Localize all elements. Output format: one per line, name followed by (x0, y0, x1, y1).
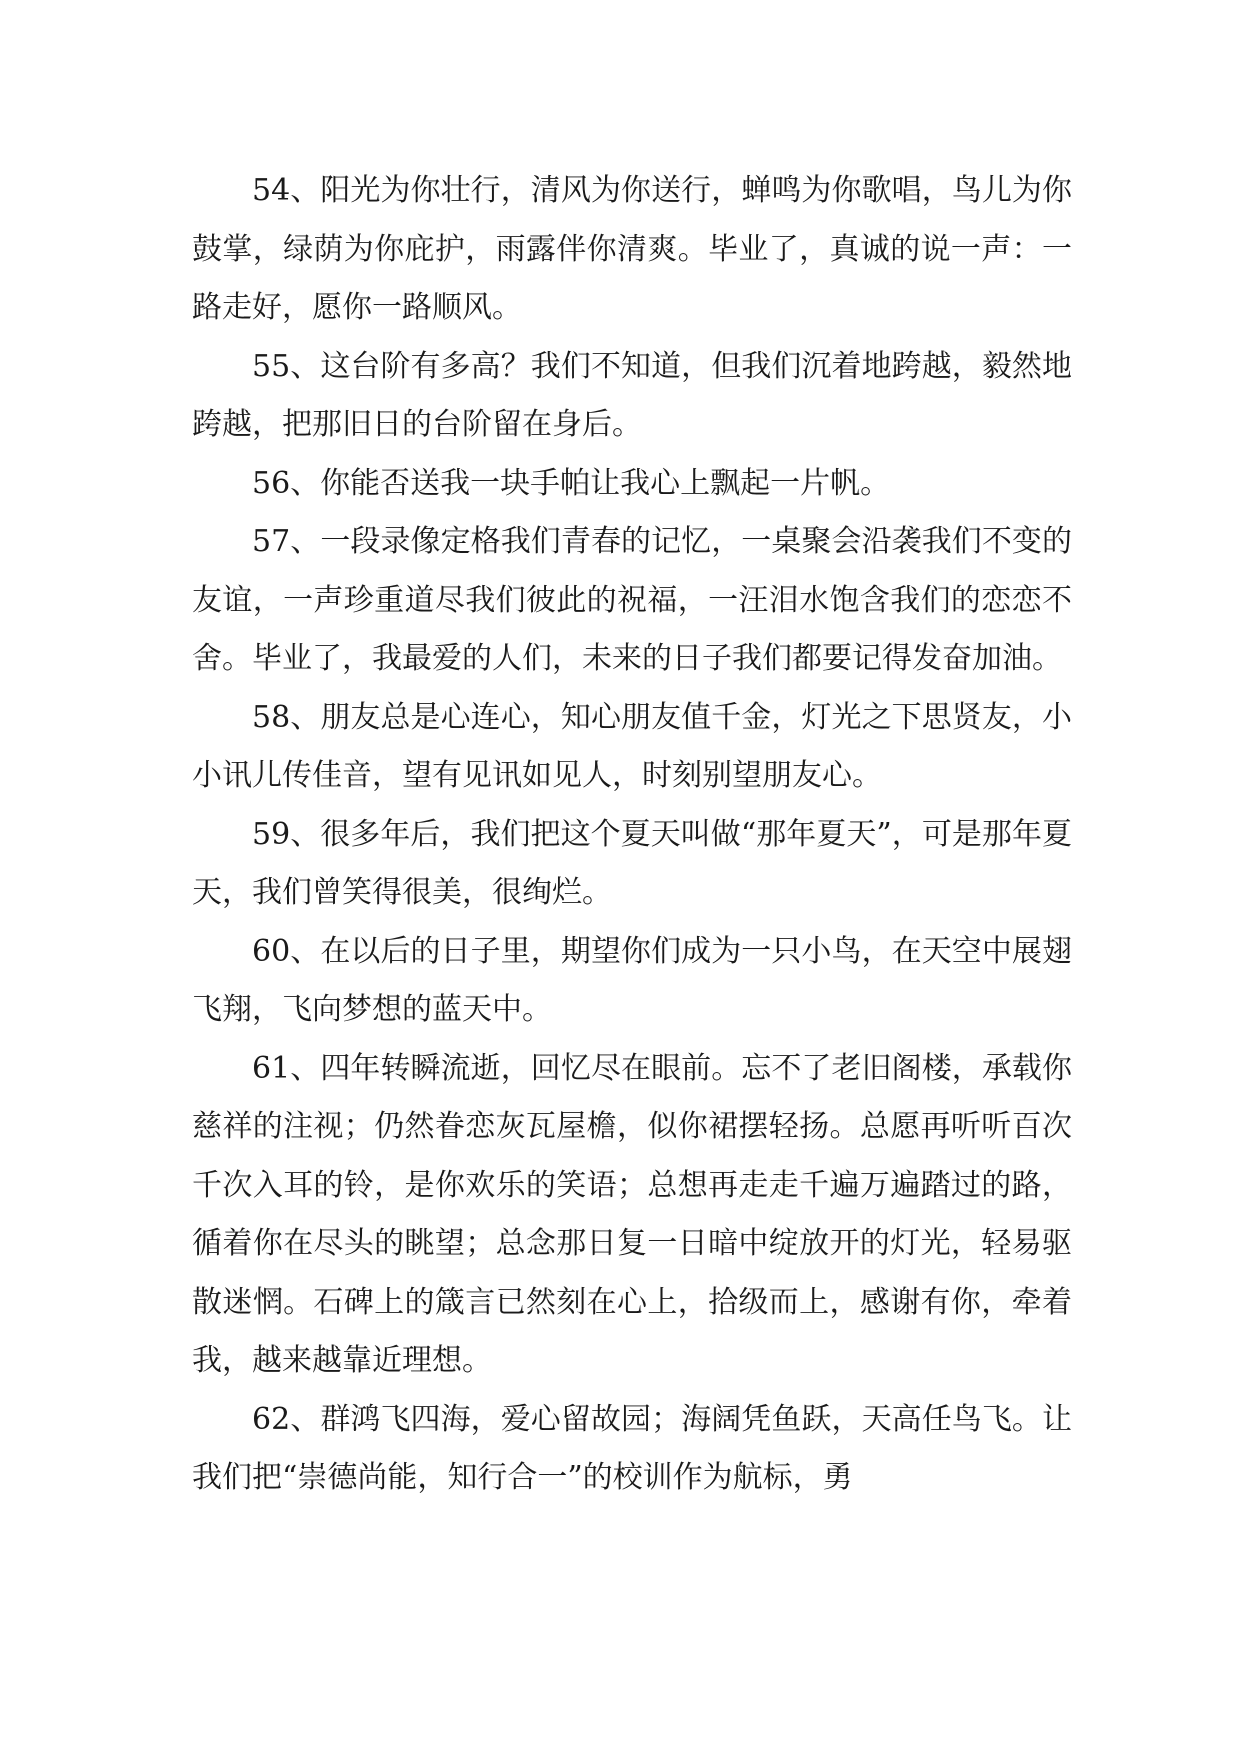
paragraph-54: 54、阳光为你壮行，清风为你送行，蝉鸣为你歌唱，鸟儿为你鼓掌，绿荫为你庇护，雨露伴你清爽。毕业了，真诚的说一声：一路走好，愿你一路顺风。 (192, 173, 1072, 325)
paragraph-58: 58、朋友总是心连心，知心朋友值千金，灯光之下思贤友，小小讯儿传佳音，望有见讯如见人，时刻别望朋友心。 (192, 699, 1072, 793)
paragraph-61: 61、四年转瞬流逝，回忆尽在眼前。忘不了老旧阁楼，承载你慈祥的注视；仍然眷恋灰瓦屋檐，似你裙摆轻扬。总愿再听听百次千次入耳的铃，是你欢乐的笑语；总想再走走千遍万遍踏过的路，循着你在尽头的眺望；总念那日复一日暗中绽放开的灯光，轻易驱散迷惘。石碑上的箴言已然刻在心上，拾级而上，感谢有你，牵着我，越来越靠近理想。 (192, 1050, 1072, 1378)
paragraph-60: 60、在以后的日子里，期望你们成为一只小鸟，在天空中展翅飞翔，飞向梦想的蓝天中。 (192, 933, 1072, 1027)
paragraph-56: 56、你能否送我一块手帕让我心上飘起一片帆。 (252, 465, 891, 501)
document-body (192, 162, 1072, 1508)
paragraph-62: 62、群鸿飞四海，爱心留故园；海阔凭鱼跃，天高任鸟飞。让我们把“崇德尚能，知行合一”的校训作为航标，勇 (192, 1401, 1072, 1495)
paragraph-57: 57、一段录像定格我们青春的记忆，一桌聚会沿袭我们不变的友谊，一声珍重道尽我们彼此的祝福，一汪泪水饱含我们的恋恋不舍。毕业了，我最爱的人们，未来的日子我们都要记得发奋加油。 (192, 524, 1072, 676)
paragraph-55: 55、这台阶有多高？我们不知道，但我们沉着地跨越，毅然地跨越，把那旧日的台阶留在身后。 (192, 348, 1072, 442)
paragraph-59: 59、很多年后，我们把这个夏天叫做“那年夏天”，可是那年夏天，我们曾笑得很美，很绚烂。 (192, 816, 1072, 910)
